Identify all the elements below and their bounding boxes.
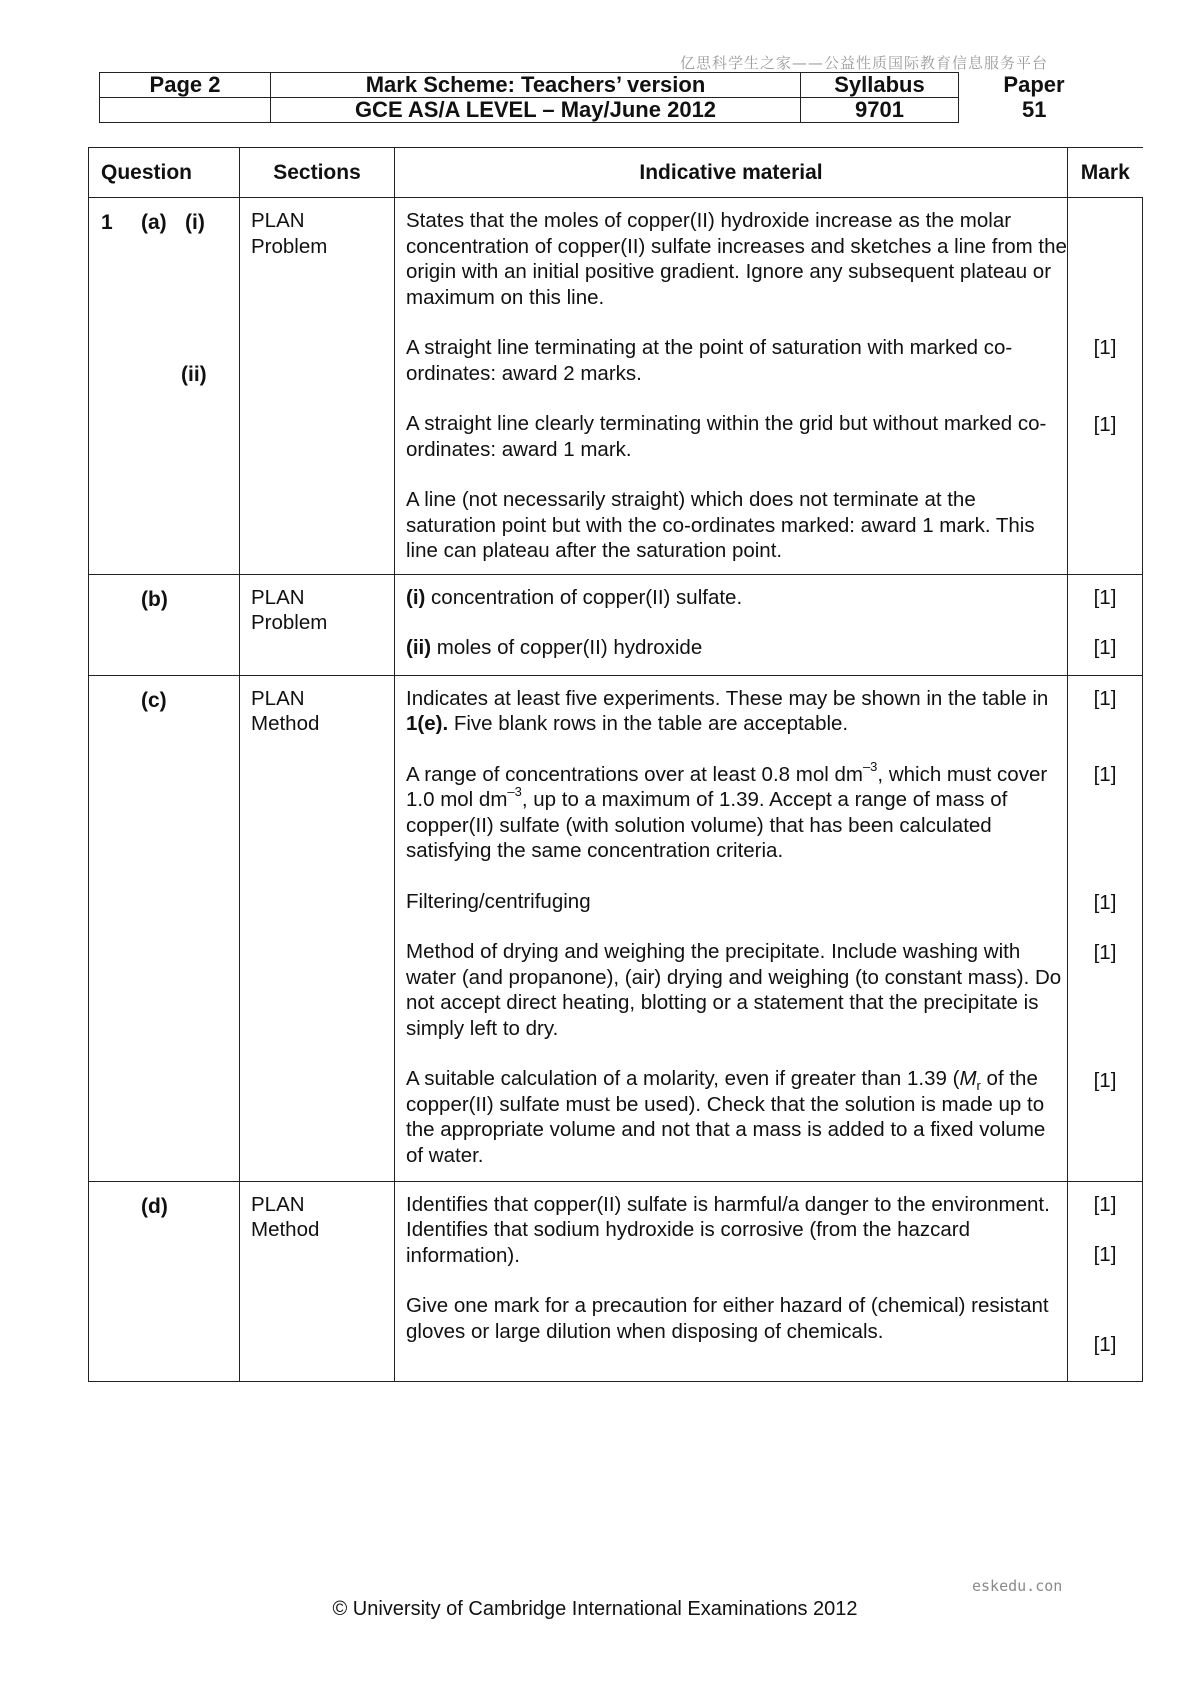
table-row: [89, 198, 1143, 575]
mark-value: [1]: [1093, 1192, 1117, 1216]
page-label: Page 2: [100, 73, 271, 98]
section-sublabel: Problem: [251, 234, 328, 258]
indicative-text: Identifies that sodium hydroxide is corrosive (from the hazcard information).: [406, 1218, 971, 1267]
col-header-mark: Mark: [1068, 148, 1143, 198]
question-part: (d): [141, 1194, 168, 1218]
table-row: [89, 1181, 1143, 1381]
question-cell: [89, 1181, 240, 1381]
mark-value: [1]: [1093, 1332, 1117, 1356]
table-header-row: [89, 148, 1143, 198]
mark-value: [1]: [1093, 585, 1117, 609]
mark-value: [1]: [1093, 412, 1117, 436]
indicative-text: (ii) moles of copper(II) hydroxide: [406, 636, 703, 659]
mark-value: [1]: [1093, 890, 1117, 914]
mark-scheme-table: [88, 147, 1143, 1382]
table-row: [89, 675, 1143, 1181]
question-part: (a): [141, 211, 167, 234]
mark-value: [1]: [1093, 1243, 1117, 1266]
table-row: [89, 574, 1143, 675]
mark-value: [1]: [1093, 763, 1117, 786]
mark-value: [1]: [1093, 686, 1117, 710]
indicative-text: A straight line terminating at the point of saturation with marked co-ordinates: award 2 marks.: [406, 336, 1013, 385]
indicative-text: A straight line clearly terminating within the grid but without marked co-ordinates: award 1 mark.: [406, 412, 1047, 461]
question-cell: [89, 198, 240, 575]
watermark-bottom: eskedu.con: [972, 1577, 1063, 1595]
question-subpart: (ii): [181, 363, 207, 386]
watermark-top: 亿思科学生之家——公益性质国际教育信息服务平台: [680, 54, 1049, 72]
question-part: (c): [141, 688, 167, 712]
indicative-cell: [395, 675, 1068, 1181]
section-label: PLAN: [251, 209, 305, 232]
section-sublabel: Method: [251, 1218, 320, 1241]
indicative-text: Indicates at least five experiments. These may be shown in the table in 1(e). Five blank rows in the table are acceptable.: [406, 686, 1049, 735]
paper-value: 51: [1022, 97, 1047, 122]
paper-label: Paper: [1003, 72, 1065, 97]
section-label: PLAN: [251, 1192, 305, 1216]
section-cell: [240, 675, 395, 1181]
indicative-text: A range of concentrations over at least 0.8 mol $dm^{-3}$, which must cover 1.0 mol $dm^{-3}$, up to a maximum of 1.39. Accept a range of mass of copper(II) sulfate (with solution volume) that has been calculated satisfying the same concentration criteria.: [406, 758, 1048, 862]
document-title: Mark Scheme: Teachers’ version: [271, 73, 801, 98]
indicative-text: (i) concentration of copper(II) sulfate.: [406, 585, 743, 609]
mark-value: [1]: [1093, 941, 1117, 964]
indicative-text: Method of drying and weighing the precipitate. Include washing with water (and propanone), (air) drying and weighing (to constant mass). Do not accept direct heating, blotting or a statement that the precipitate is simply left to dry.: [406, 940, 1062, 1040]
document-subtitle: GCE AS/A LEVEL – May/June 2012: [271, 98, 801, 123]
indicative-cell: [395, 1181, 1068, 1381]
mark-cell: [1068, 198, 1143, 575]
col-header-sections: Sections: [240, 148, 395, 198]
section-sublabel: Problem: [251, 611, 328, 634]
copyright-footer: © University of Cambridge International Examinations 2012: [332, 1598, 858, 1620]
indicative-text: Identifies that copper(II) sulfate is harmful/a danger to the environment.: [406, 1192, 1050, 1216]
syllabus-label: Syllabus: [801, 73, 959, 98]
question-part: (b): [141, 587, 168, 611]
mark-value: [1]: [1093, 1068, 1117, 1092]
indicative-cell: [395, 198, 1068, 575]
col-header-indicative: Indicative material: [395, 148, 1068, 198]
question-cell: [89, 675, 240, 1181]
section-label: PLAN: [251, 686, 305, 710]
question-cell: [89, 574, 240, 675]
header-table: [99, 72, 1110, 123]
section-cell: [240, 198, 395, 575]
mark-value: [1]: [1093, 336, 1117, 359]
indicative-cell: [395, 574, 1068, 675]
question-number: 1: [101, 211, 113, 234]
section-cell: [240, 574, 395, 675]
mark-cell: [1068, 574, 1143, 675]
indicative-text: A line (not necessarily straight) which does not terminate at the saturation point but with the co-ordinates marked: award 1 mark. This line can plateau after the saturation point.: [406, 488, 1035, 562]
section-sublabel: Method: [251, 712, 320, 735]
mark-cell: [1068, 675, 1143, 1181]
indicative-text: Filtering/centrifuging: [406, 889, 591, 913]
indicative-text: States that the moles of copper(II) hydroxide increase as the molar concentration of copper(II) sulfate increases and sketches a line from the origin with an initial positive gradient. Ignore any subsequent plateau or maximum on this line.: [406, 209, 1067, 309]
mark-value: [1]: [1093, 636, 1117, 659]
indicative-text: A suitable calculation of a molarity, even if greater than 1.39 ($M_r$ of the copper(II) sulfate must be used). Check that the solution is made up to the appropriate volume and not that a mass is added to a fixed volume of water.: [406, 1067, 1046, 1167]
indicative-text: Give one mark for a precaution for either hazard of (chemical) resistant gloves or large dilution when disposing of chemicals.: [406, 1294, 1049, 1343]
col-header-question: Question: [89, 148, 240, 198]
section-cell: [240, 1181, 395, 1381]
syllabus-value: 9701: [801, 98, 959, 123]
section-label: PLAN: [251, 585, 305, 609]
question-subpart: (i): [185, 211, 205, 234]
mark-cell: [1068, 1181, 1143, 1381]
